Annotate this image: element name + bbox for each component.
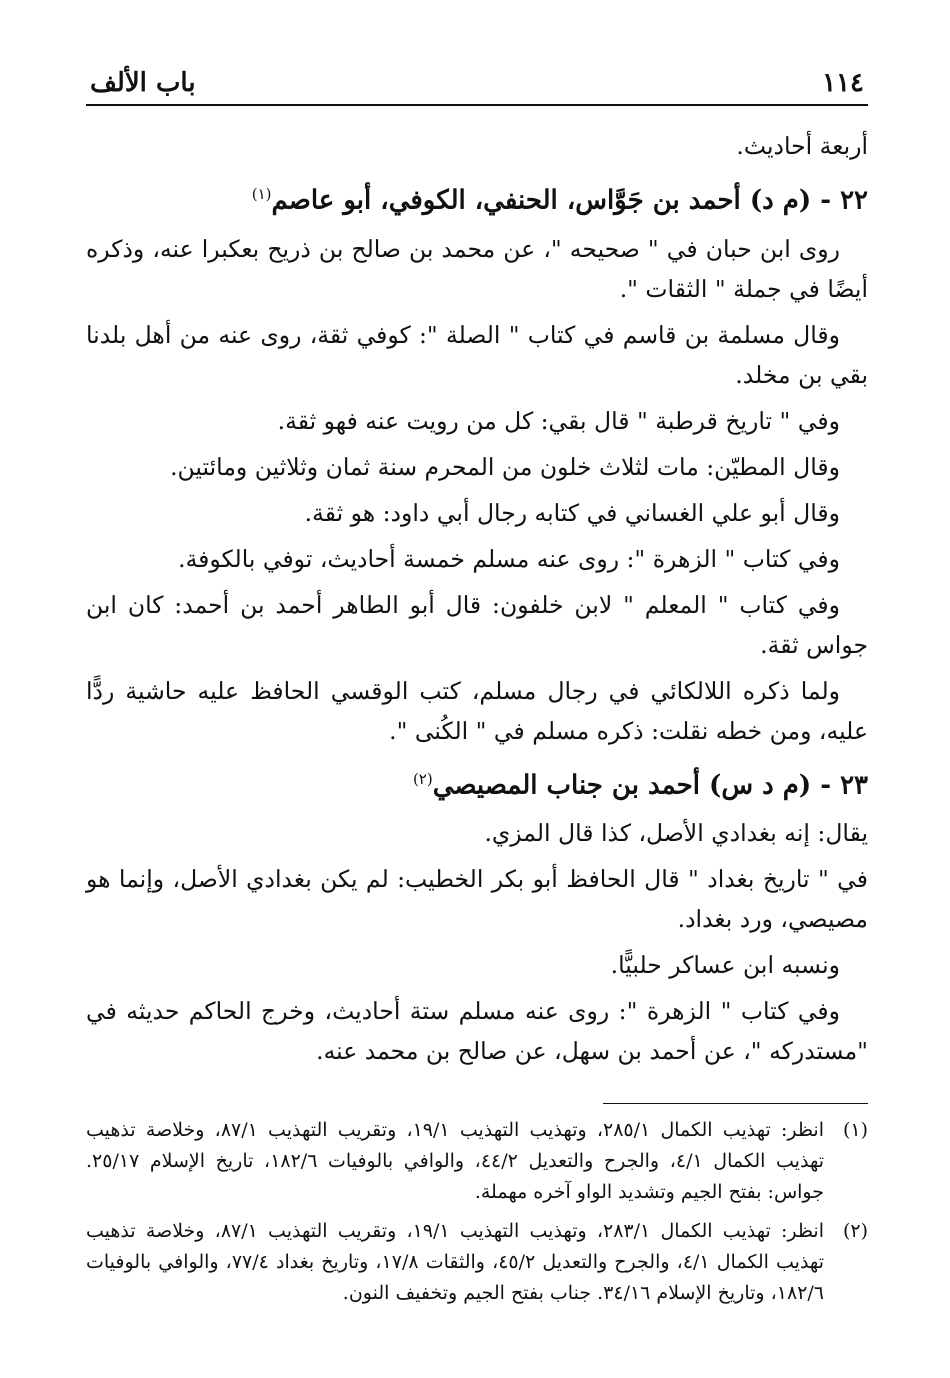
footnote-text: انظر: تهذيب الكمال ٢٨٥/١، وتهذيب التهذيب ١٩/١، وتقريب التهذيب ٨٧/١، وخلاصة تذهيب تهذيب الكمال ٤/١، والجرح والتعديل ٤٤/٢، والوافي بالوفيات ١٨٢/٦، تاريخ الإسلام ٢٥/١٧. جواس: بفتح الجيم وتشديد الواو آخره مهملة.: [86, 1119, 825, 1203]
entry-title-23: [86, 757, 868, 808]
paragraph: روى ابن حبان في " صحيحه "، عن محمد بن صالح بن ذريح بعكبرا عنه، وذكره أيضًا في جملة " الثقات ".: [86, 234, 868, 303]
paragraph: أربعة أحاديث.: [736, 132, 868, 160]
footnote-ref-1[interactable]: (١): [251, 185, 272, 203]
entry-title-22: [86, 172, 868, 223]
page-number: ١١٤: [822, 68, 864, 98]
footnote-ref-2[interactable]: (٢): [412, 769, 433, 788]
paragraph: ونسبه ابن عساكر حلبيًّا.: [610, 951, 840, 980]
paragraph: ولما ذكره اللالكائي في رجال مسلم، كتب الوقسي الحافظ عليه حاشية ردًّا عليه، ومن خطه نقلت: ذكره مسلم في " الكُنى ".: [86, 676, 868, 745]
footnote-text: انظر: تهذيب الكمال ٢٨٣/١، وتهذيب التهذيب ١٩/١، وتقريب التهذيب ٨٧/١، وخلاصة تذهيب تهذيب الكمال ٤/١، والجرح والتعديل ٤٥/٢، والثقات ١٧/٨، وتاريخ بغداد ٧٧/٤، والوافي بالوفيات ١٨٢/٦، وتاريخ الإسلام ٣٤/١٦. جناب بفتح الجيم وتخفيف النون.: [86, 1220, 825, 1304]
footnote-1: [86, 1115, 868, 1208]
main-text: [86, 126, 868, 1077]
paragraph: وقال المطيّن: مات لثلاث خلون من المحرم سنة ثمان وثلاثين ومائتين.: [170, 452, 840, 481]
paragraph: وفي كتاب " الزهرة ": روى عنه مسلم ستة أحاديث، وخرج الحاكم حديثه في "مستدركه "، عن أحمد بن سهل، عن صالح بن محمد عنه.: [86, 997, 868, 1066]
paragraph: وفي كتاب " الزهرة ": روى عنه مسلم خمسة أحاديث، توفي بالكوفة.: [178, 544, 840, 573]
paragraph: وقال أبو علي الغساني في كتابه رجال أبي داود: هو ثقة.: [304, 498, 840, 527]
entry-title-text: ٢٢ - (م د) أحمد بن جَوَّاس، الحنفي، الكوفي، أبو عاصم: [271, 185, 868, 216]
footnote-number: (١): [842, 1119, 868, 1141]
footnotes: [86, 1115, 868, 1317]
paragraph: يقال: إنه بغدادي الأصل، كذا قال المزي.: [484, 819, 868, 848]
paragraph: في " تاريخ بغداد " قال الحافظ أبو بكر الخطيب: لم يكن بغدادي الأصل، وإنما هو مصيصي، ورد بغداد.: [86, 865, 868, 934]
paragraph: وقال مسلمة بن قاسم في كتاب " الصلة ": كوفي ثقة، روى عنه من أهل بلدنا بقي بن مخلد.: [86, 320, 868, 389]
footnote-divider: [603, 1103, 868, 1104]
paragraph: وفي " تاريخ قرطبة " قال بقي: كل من رويت عنه فهو ثقة.: [277, 406, 840, 435]
footnote-2: [86, 1216, 868, 1309]
page-header: [86, 60, 868, 106]
entry-title-text: ٢٣ - (م د س) أحمد بن جناب المصيصي: [432, 770, 868, 801]
paragraph: وفي كتاب " المعلم " لابن خلفون: قال أبو الطاهر أحمد بن أحمد: كان ابن جواس ثقة.: [86, 590, 868, 659]
running-title: باب الألف: [90, 68, 196, 98]
footnote-number: (٢): [842, 1220, 868, 1242]
